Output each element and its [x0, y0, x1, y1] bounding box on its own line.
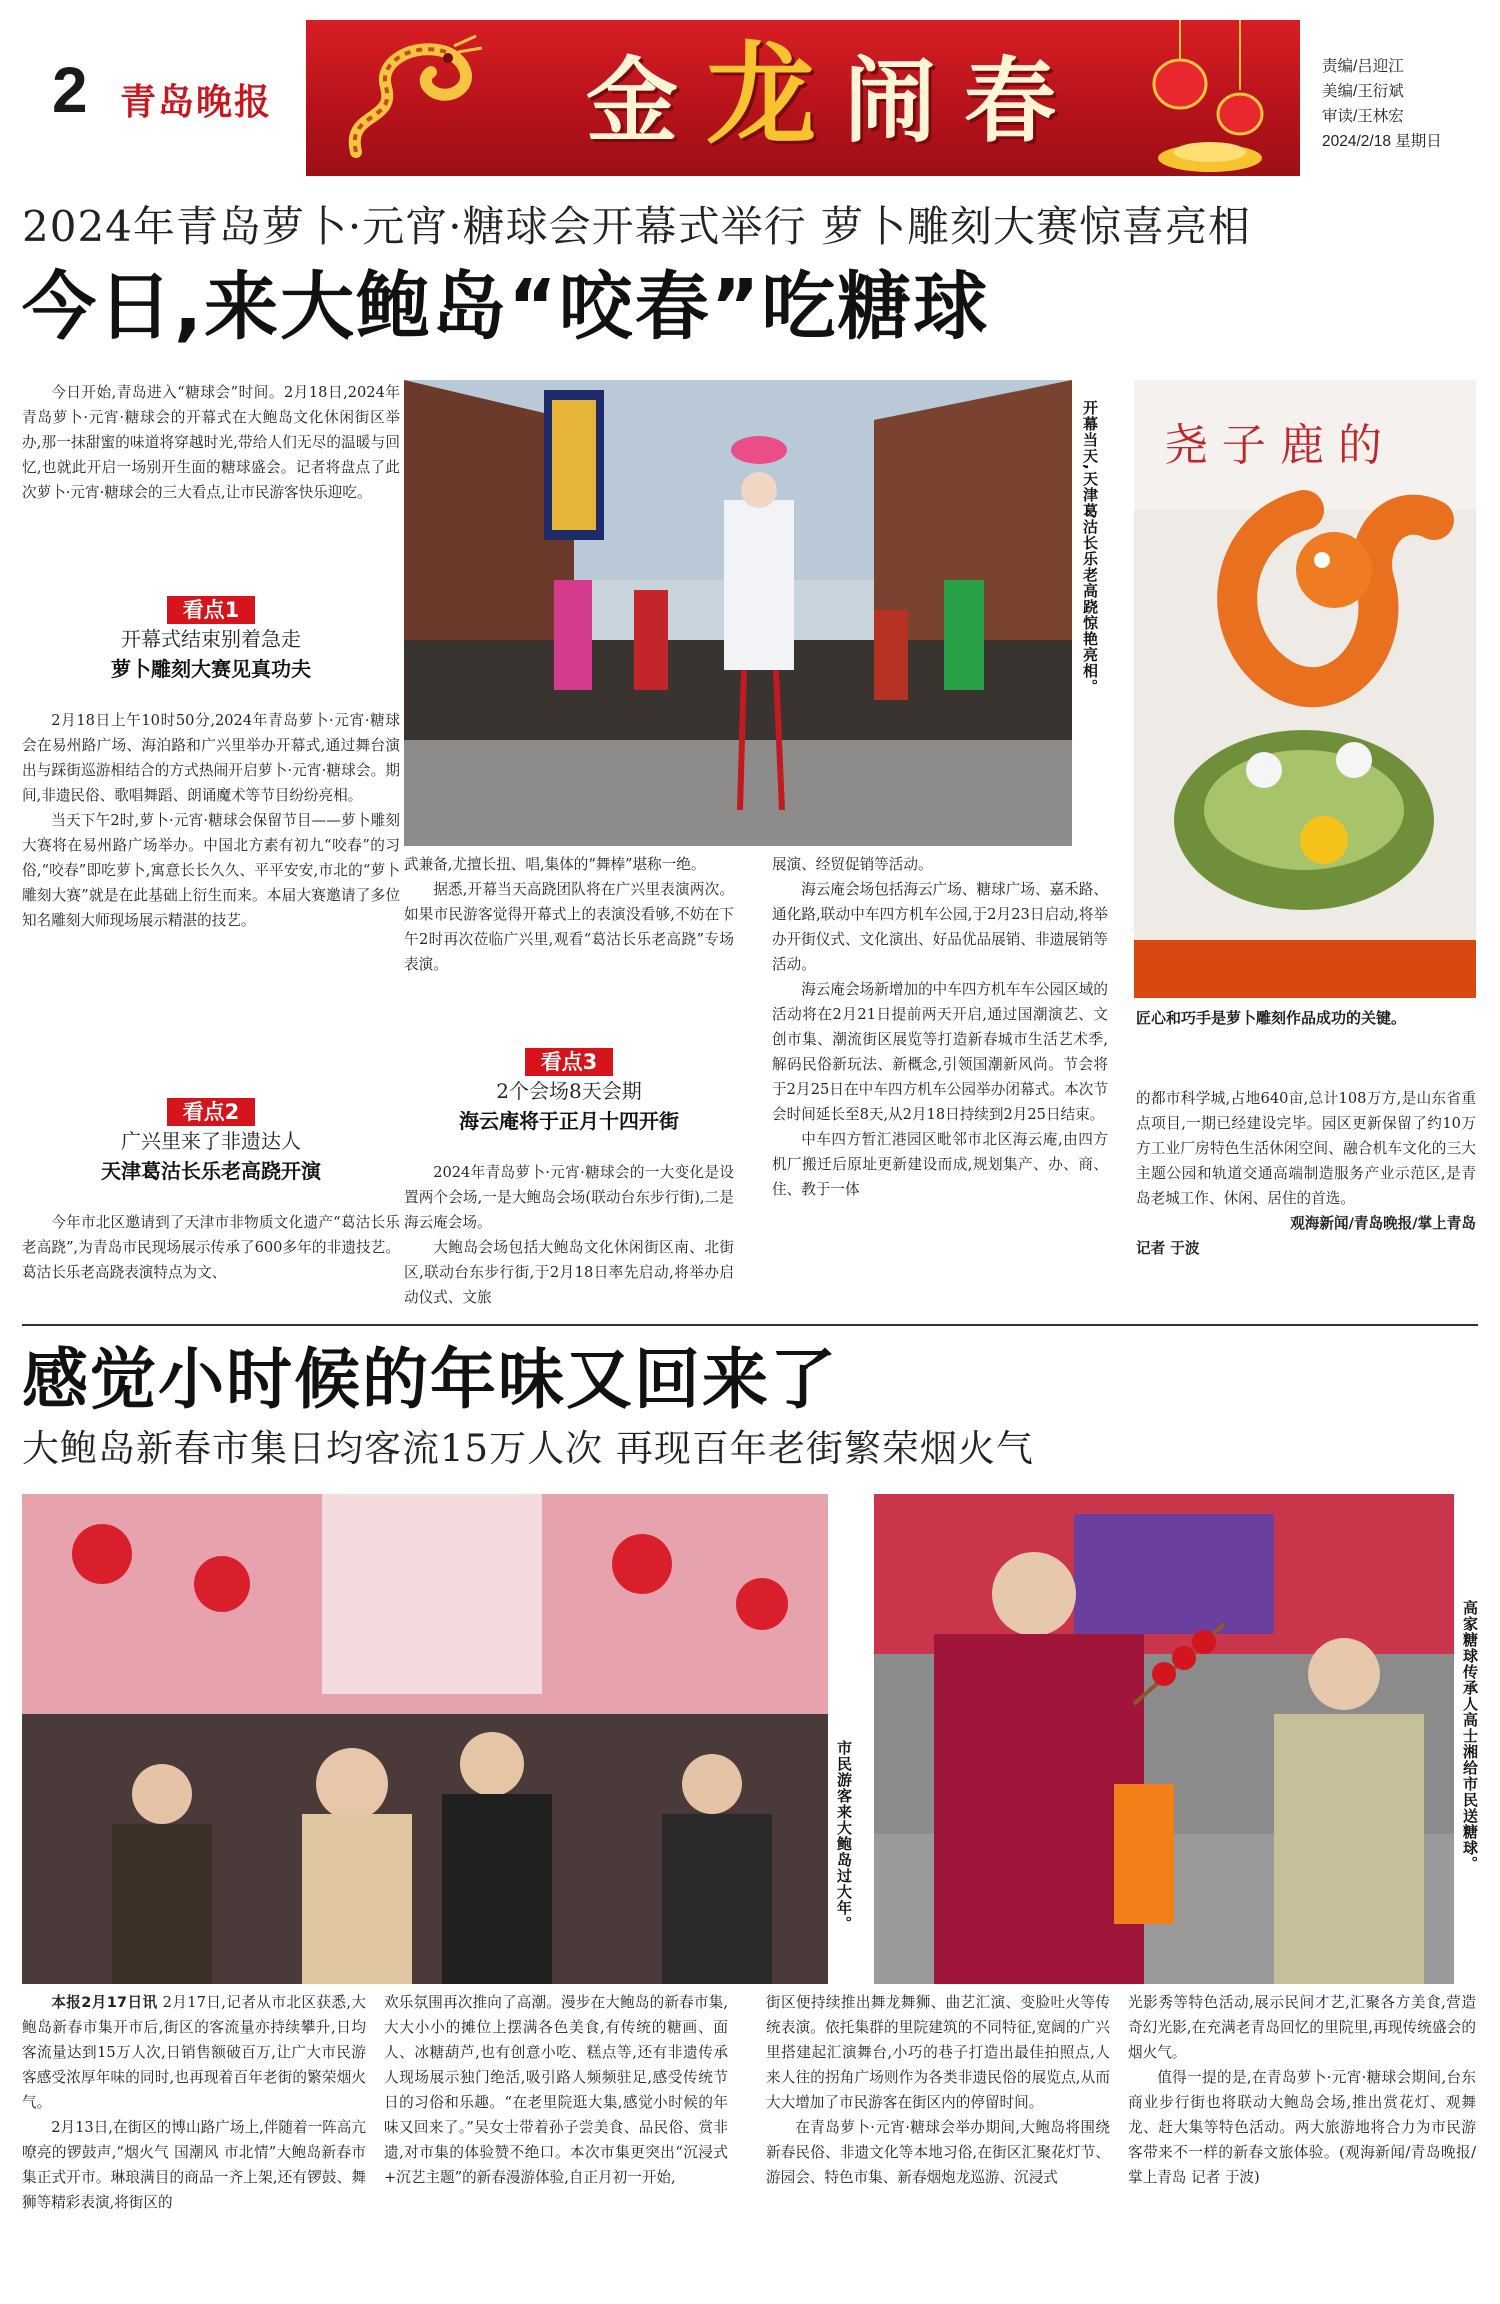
paragraph: 海云庵会场包括海云广场、糖球广场、嘉禾路、通化路,联动中车四方机车公园,于2月23日启动,将举办开街仪式、文化演出、好品优品展销、非遗展销等活动。: [772, 881, 1108, 973]
paragraph: 当天下午2时,萝卜·元宵·糖球会保留节目——萝卜雕刻大赛将在易州路广场举办。中国北方素有初九“咬春”的习俗,“咬春”即吃萝卜,寓意长长久久、平平安安,市北的“萝卜雕刻大赛”就是在此基础上衍生而来。本届大赛邀请了多位知名雕刻大师现场展示精湛的技艺。: [22, 812, 400, 929]
paragraph: 中车四方暂汇港园区毗邻市北区海云庵,由四方机厂搬迁后原址更新建设而成,规划集产、办、商、住、教于一体: [772, 1131, 1108, 1198]
paragraph: 街区便持续推出舞龙舞狮、曲艺汇演、变脸吐火等传统表演。依托集群的里院建筑的不同特征,宽阔的广兴里搭建起汇演舞台,小巧的巷子打造出最佳拍照点,人来人往的拐角广场则作为各类非遗民俗的展览点,从而大大增加了市民游客在街区内的停留时间。: [766, 1994, 1110, 2111]
paragraph: 2月17日,记者从市北区获悉,大鲍岛新春市集开市后,街区的客流量亦持续攀升,日均客流量达到15万人次,日销售额破百万,让广大市民游客感受浓厚年味的同时,也再现着百年老街的繁荣烟火气。: [22, 1994, 367, 2111]
newspaper-name: 青岛晚报: [120, 81, 273, 123]
paragraph: 在青岛萝卜·元宵·糖球会举办期间,大鲍岛将围绕新春民俗、非遗文化等本地习俗,在街区汇聚花灯节、游园会、特色市集、新春烟炮龙巡游、沉浸式: [766, 2119, 1110, 2186]
photo2-caption: 匠心和巧手是萝卜雕刻作品成功的关键。: [1136, 1009, 1407, 1027]
point2-subtitle-bold: 天津葛沽长乐老高跷开演: [101, 1159, 321, 1183]
photo4-caption: 高家糖球传承人高士湘给市民送糖球。: [1461, 1600, 1479, 1872]
stilt-performance-photo: [404, 380, 1072, 846]
paragraph: 欢乐氛围再次推向了高潮。漫步在大鲍岛的新春市集,大大小小的摊位上摆满各色美食,有传统的糖画、面人、冰糖葫芦,也有创意小吃、糕点等,还有非遗传承人现场展示独门绝活,吸引路人频频驻足,感受传统节日的习俗和乐趣。“在老里院逛大集,感觉小时候的年味又回来了。”吴女士带着孙子尝美食、品民俗、赏非遗,对市集的体验赞不绝口。本次市集更突出“沉浸式+沉艺主题”的新春漫游体验,自正月初一开始,: [384, 1994, 728, 2186]
paragraph: 海云庵会场新增加的中车四方机车车公园区域的活动将在2月21日提前两天开启,通过国潮演艺、文创市集、潮流街区展览等打造新春城市生活艺术季,解码民俗新玩法、新概念,引领国潮新风尚。节会将于2月25日在中车四方机车公园举办闭幕式。本次节会时间延长至8天,从2月18日持续到2月25日结束。: [772, 981, 1108, 1123]
photo3-caption: 市民游客来大鲍岛过大年。: [835, 1740, 853, 1932]
point3-badge: 看点3: [525, 1048, 614, 1076]
article1-reporter: 记者 于波: [1136, 1240, 1200, 1257]
candied-haws-photo: [874, 1494, 1454, 1984]
paragraph: 据悉,开幕当天高跷团队将在广兴里表演两次。如果市民游客觉得开幕式上的表演没看够,不妨在下午2时再次莅临广兴里,观看“葛沽长乐老高跷”专场表演。: [404, 881, 734, 973]
paragraph: 2月13日,在街区的博山路广场上,伴随着一阵高亢嘹亮的锣鼓声,“烟火气 国潮风 市北情”大鲍岛新春市集正式开市。琳琅满目的商品一齐上架,还有锣鼓、舞狮等精彩表演,将街区的: [22, 2119, 366, 2211]
point1-subtitle-bold: 萝卜雕刻大赛见真功夫: [111, 657, 311, 681]
article1-kicker: 2024年青岛萝卜·元宵·糖球会开幕式举行 萝卜雕刻大赛惊喜亮相: [22, 202, 1251, 251]
crowd-photo: [22, 1494, 828, 1984]
article2-col4: [1128, 1990, 1476, 2190]
point1-badge: 看点1: [167, 596, 256, 624]
paragraph: 光影秀等特色活动,展示民间才艺,汇聚各方美食,营造奇幻光影,在充满老青岛回忆的里院里,再现传统盛会的烟火气。: [1128, 1994, 1476, 2061]
issue-date: 2024/2/18 星期日: [1322, 133, 1442, 150]
editor-line: 美编/王衍斌: [1322, 83, 1404, 100]
section-divider: [22, 1324, 1478, 1326]
paragraph: 今年市北区邀请到了天津市非物质文化遗产“葛沽长乐老高跷”,为青岛市民现场展示传承了600多年的非遗技艺。葛沽长乐老高跷表演特点为文、: [22, 1214, 400, 1281]
article2-kicker: 大鲍岛新春市集日均客流15万人次 再现百年老街繁荣烟火气: [22, 1427, 1034, 1470]
point3-subtitle: 2个会场8天会期: [496, 1079, 642, 1103]
banner-title: 金龙闹春: [586, 30, 1085, 159]
article1-headline: 今日,来大鲍岛“咬春”吃糖球: [22, 264, 990, 350]
point3-header: [404, 1048, 734, 1136]
paragraph: 的都市科学城,占地640亩,总计108万方,是山东省重点项目,一期已经建设完毕。园区更新保留了约10万方工业厂房特色生活休闲空间、融合机车文化的三大主题公园和轨道交通高端制造服务产业示范区,是青岛老城工作、休闲、居住的首选。: [1136, 1090, 1476, 1207]
article1-col3: [772, 852, 1108, 1202]
paragraph: 大鲍岛会场包括大鲍岛文化休闲街区南、北街区,联动台东步行街,于2月18日率先启动,将举办启动仪式、文旅: [404, 1239, 734, 1306]
editor-line: 审读/王林宏: [1322, 108, 1404, 125]
point1-body: [22, 708, 400, 933]
article2-col2: [384, 1990, 728, 2190]
article2-col3: [766, 1990, 1110, 2190]
lead-paragraph: 今日开始,青岛进入“糖球会”时间。2月18日,2024年青岛萝卜·元宵·糖球会的开幕式在大鲍岛文化休闲街区举办,那一抹甜蜜的味道将穿越时光,带给人们无尽的温暖与回忆,也就此开启一场别开生面的糖球盛会。记者将盘点了此次萝卜·元宵·糖球会的三大看点,让市民游客快乐迎吃。: [22, 384, 400, 501]
point3-subtitle-bold: 海云庵将于正月十四开街: [459, 1109, 679, 1133]
article2-headline: 感觉小时候的年味又回来了: [22, 1341, 838, 1418]
photo1-caption: 开幕当天,天津葛沽长乐老高跷惊艳亮相。: [1081, 400, 1099, 695]
editor-line: 责编/吕迎江: [1322, 58, 1404, 75]
point3-body: [404, 1160, 734, 1310]
point2-header: [22, 1098, 400, 1186]
point2-badge: 看点2: [167, 1098, 256, 1126]
article1-lead: [22, 380, 400, 505]
paragraph: 2月18日上午10时50分,2024年青岛萝卜·元宵·糖球会在易州路广场、海泊路和广兴里举办开幕式,通过舞台演出与踩街巡游相结合的方式热闹开启萝卜·元宵·糖球会。期间,非遗民俗、歌唱舞蹈、朗诵魔术等节目纷纷亮相。: [22, 712, 400, 804]
paragraph: 展演、经贸促销等活动。: [772, 856, 933, 873]
article2-col1: [22, 1990, 366, 2215]
editor-credits: [1322, 54, 1442, 154]
page-number: 2: [52, 54, 88, 126]
radish-carving-photo: [1134, 380, 1476, 998]
point1-subtitle: 开幕式结束别着急走: [121, 627, 301, 651]
point2-body: [22, 1210, 400, 1285]
article1-credit: 观海新闻/青岛晚报/掌上青岛: [1290, 1215, 1476, 1232]
dragon-icon: [336, 32, 486, 164]
paragraph: 武兼备,尤擅长扭、唱,集体的“舞棒”堪称一绝。: [404, 856, 706, 873]
paragraph: 2024年青岛萝卜·元宵·糖球会的一大变化是设置两个会场,一是大鲍岛会场(联动台东步行街),二是海云庵会场。: [404, 1164, 734, 1231]
section-banner: [306, 20, 1300, 176]
article1-col4: [1136, 1086, 1476, 1261]
point2-subtitle: 广兴里来了非遗达人: [121, 1129, 301, 1153]
dateline: 本报2月17日讯: [51, 1994, 158, 2011]
article1-col2: [404, 852, 734, 977]
paragraph: 值得一提的是,在青岛萝卜·元宵·糖球会期间,台东商业步行街也将联动大鲍岛会场,推出赏花灯、观舞龙、赶大集等特色活动。两大旅游地将合力为市民游客带来不一样的新春文旅体验。(观海新闻/青岛晚报/掌上青岛 记者 于波): [1128, 2069, 1476, 2186]
photo2-sign: 尧 子 鹿 的: [1164, 420, 1382, 471]
lantern-icon: [1140, 20, 1280, 176]
point1-header: [22, 596, 400, 684]
